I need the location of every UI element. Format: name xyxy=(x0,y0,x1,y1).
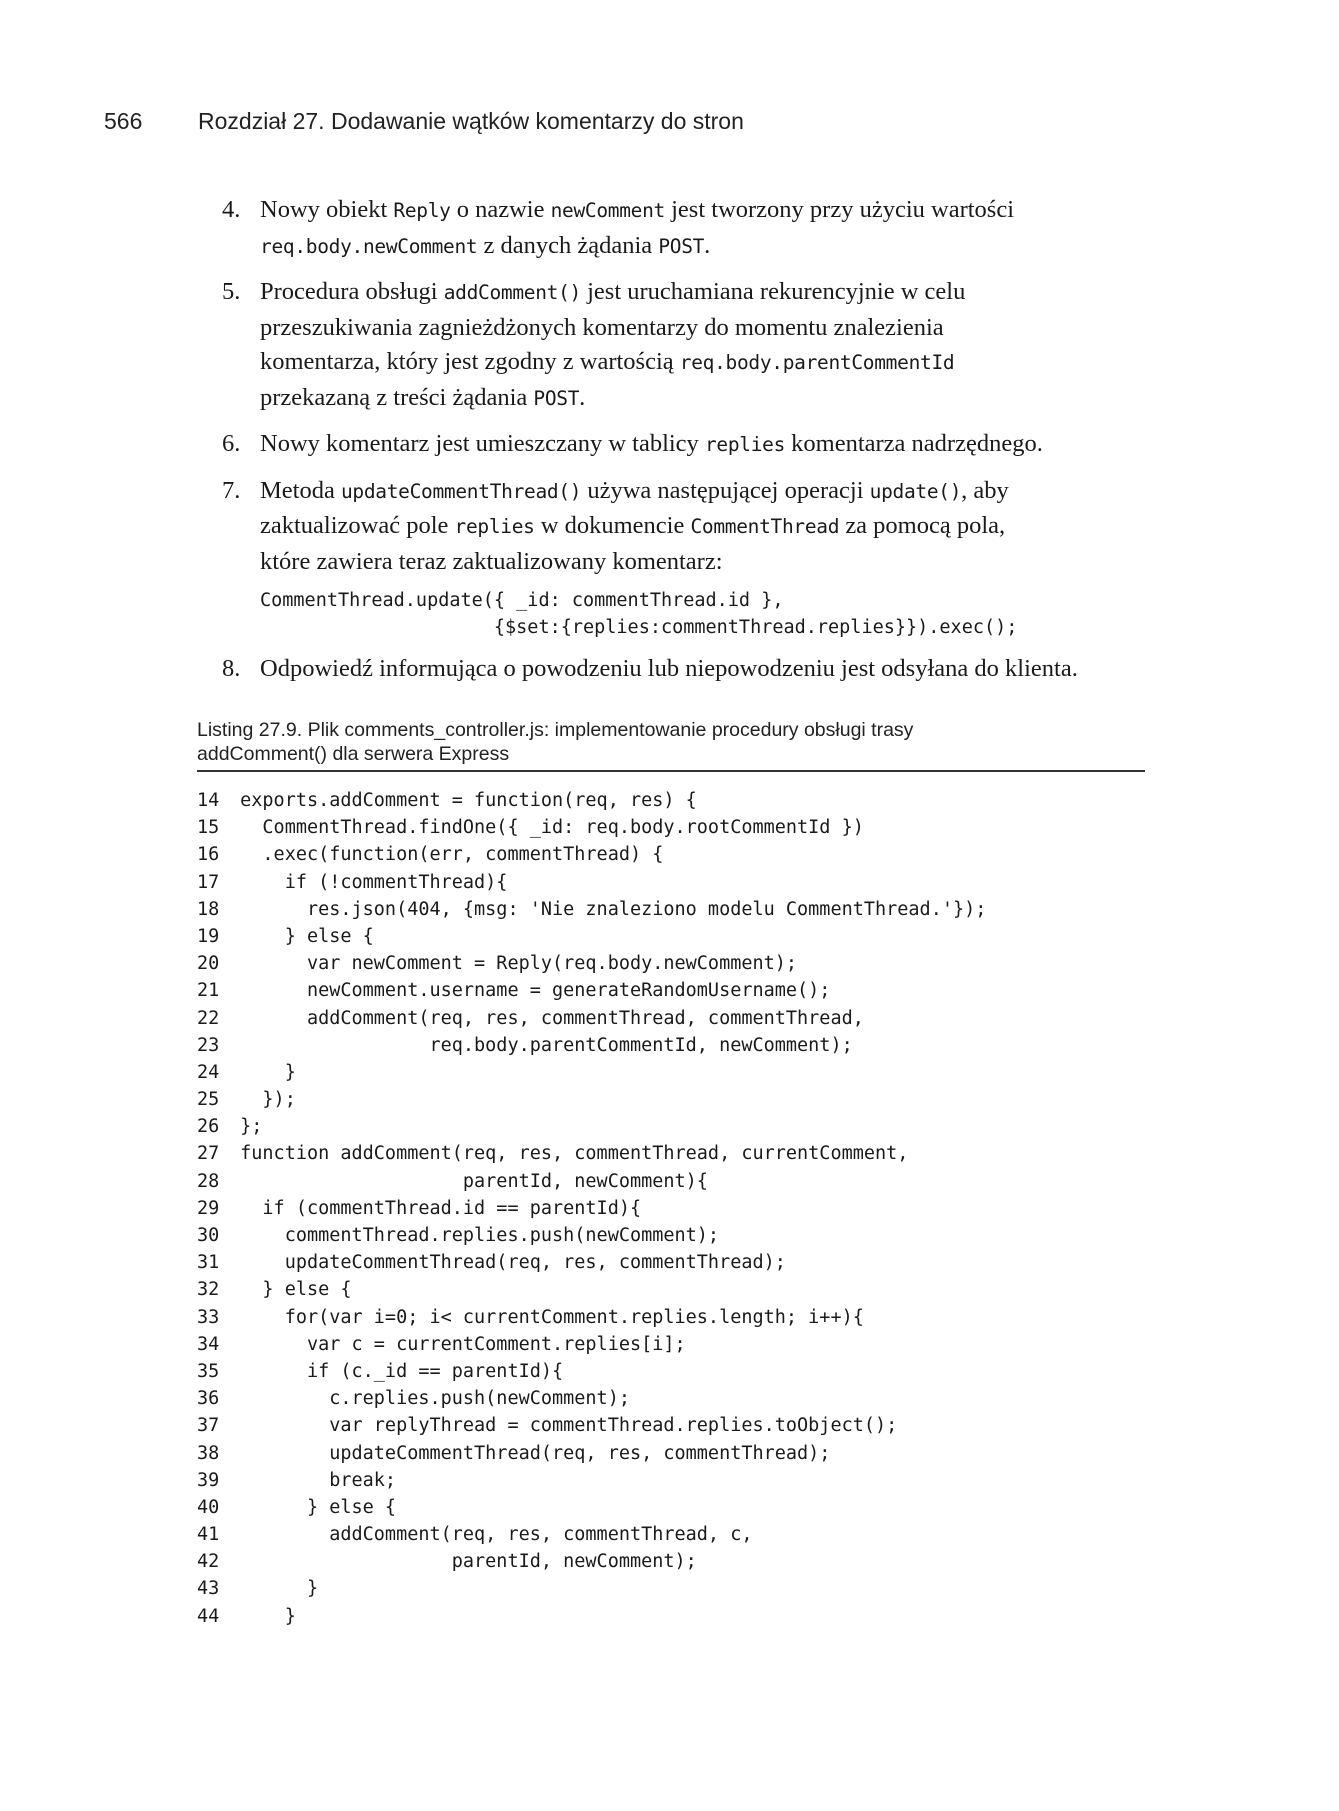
line-number: 18 xyxy=(197,898,220,920)
inline-code: replies xyxy=(454,515,535,538)
list-item-text-line xyxy=(260,652,1130,687)
inline-code: replies xyxy=(704,433,786,456)
page-header xyxy=(104,108,744,135)
text-segment: . xyxy=(579,383,586,411)
text-segment: Odpowiedź informująca o powodzeniu lub niepowodzeniu jest odsyłana do klienta. xyxy=(260,655,1078,682)
line-number: 29 xyxy=(197,1197,220,1219)
code-text: updateCommentThread(req, res, commentThread); xyxy=(229,1442,831,1464)
line-number: 43 xyxy=(197,1578,220,1600)
text-segment: jest tworzony przy użyciu wartości xyxy=(664,196,1015,223)
list-item-number: 4. xyxy=(222,196,241,223)
text-segment: Nowy obiekt xyxy=(260,196,394,223)
line-number: 38 xyxy=(197,1442,220,1464)
code-line xyxy=(197,923,1145,950)
code-text: } xyxy=(229,1578,319,1600)
inline-code: POST xyxy=(533,386,580,410)
line-number: 40 xyxy=(197,1496,220,1518)
text-segment: . xyxy=(704,231,711,259)
caption-divider xyxy=(197,770,1145,772)
code-text: var c = currentComment.replies[i]; xyxy=(229,1333,686,1355)
code-text: req.body.parentCommentId, newComment); xyxy=(229,1034,853,1056)
code-line xyxy=(197,1195,1145,1222)
list-item-text-line xyxy=(260,474,1130,510)
list-item-number: 6. xyxy=(222,430,241,457)
list-item-text-line xyxy=(260,193,1130,229)
code-line xyxy=(197,1603,1145,1630)
code-line xyxy=(197,1467,1145,1494)
list-item xyxy=(210,652,1130,687)
code-line xyxy=(197,869,1145,896)
code-text: if (c._id == parentId){ xyxy=(229,1360,564,1382)
code-listing xyxy=(197,787,1145,1630)
text-segment: z danych żądania xyxy=(477,231,659,259)
code-line xyxy=(197,1521,1145,1548)
text-segment: Nowy komentarz jest umieszczany w tablicy xyxy=(260,430,705,457)
code-text: if (!commentThread){ xyxy=(229,871,508,893)
code-text: CommentThread.findOne({ _id: req.body.rootCommentId }) xyxy=(229,817,864,839)
code-text: break; xyxy=(229,1469,397,1491)
list-item-text-line xyxy=(260,345,1130,381)
code-line xyxy=(197,1548,1145,1575)
code-text: newComment.username = generateRandomUsername(); xyxy=(229,980,831,1002)
line-number: 33 xyxy=(197,1306,220,1328)
code-line xyxy=(197,787,1145,814)
line-number: 23 xyxy=(197,1034,220,1056)
line-number: 30 xyxy=(197,1225,220,1246)
line-number: 19 xyxy=(197,925,220,947)
text-segment: które zawiera teraz zaktualizowany komentarz: xyxy=(260,547,723,575)
code-text: } xyxy=(229,1605,296,1627)
text-segment: zaktualizować pole xyxy=(260,512,455,539)
code-text: }; xyxy=(229,1116,263,1138)
list-item-number: 8. xyxy=(222,655,241,682)
line-number: 39 xyxy=(197,1469,220,1491)
list-item-text-line xyxy=(260,509,1130,545)
code-line xyxy=(197,1222,1145,1249)
code-line xyxy=(197,814,1145,841)
code-snippet-line: CommentThread.update({ _id: commentThread.id }, xyxy=(260,590,784,611)
page-number: 566 xyxy=(104,108,143,134)
list-item xyxy=(210,193,1130,264)
code-text: res.json(404, {msg: 'Nie znaleziono modelu CommentThread.'}); xyxy=(229,898,987,920)
line-number: 17 xyxy=(197,871,220,893)
code-text: } xyxy=(229,1061,296,1083)
steps-list xyxy=(210,193,1130,698)
code-line xyxy=(197,1168,1145,1195)
code-text: } else { xyxy=(229,1279,352,1301)
inline-code: CommentThread xyxy=(690,515,840,538)
line-number: 14 xyxy=(197,790,220,811)
code-line xyxy=(197,896,1145,923)
code-line xyxy=(197,1575,1145,1602)
code-line xyxy=(197,1249,1145,1276)
line-number: 32 xyxy=(197,1279,220,1301)
code-text: if (commentThread.id == parentId){ xyxy=(229,1197,642,1219)
line-number: 36 xyxy=(197,1388,220,1410)
line-number: 26 xyxy=(197,1116,220,1138)
caption-line: addComment() dla serwera Express xyxy=(197,743,510,765)
line-number: 20 xyxy=(197,953,220,975)
code-text: parentId, newComment); xyxy=(229,1551,697,1573)
code-text: }); xyxy=(229,1089,296,1111)
line-number: 37 xyxy=(197,1415,220,1437)
text-segment: jest uruchamiana rekurencyjnie w celu xyxy=(581,278,966,305)
line-number: 21 xyxy=(197,980,220,1002)
inline-code: newComment xyxy=(550,199,665,222)
code-text: commentThread.replies.push(newComment); xyxy=(229,1225,720,1246)
listing-caption xyxy=(197,718,1145,766)
code-text: for(var i=0; i< currentComment.replies.length; i++){ xyxy=(229,1306,864,1328)
inline-code: POST xyxy=(658,234,705,258)
code-line xyxy=(197,1412,1145,1439)
caption-line: Listing 27.9. Plik comments_controller.js: implementowanie procedury obsługi trasy xyxy=(197,719,914,741)
inline-code: addComment() xyxy=(443,281,581,304)
line-number: 35 xyxy=(197,1360,220,1382)
code-text: } else { xyxy=(229,1496,397,1518)
list-item-text-line xyxy=(260,381,1130,417)
list-item-text-line xyxy=(260,545,1130,580)
code-text: addComment(req, res, commentThread, commentThread, xyxy=(229,1007,864,1029)
code-line xyxy=(197,1005,1145,1032)
list-item xyxy=(210,474,1130,642)
code-line xyxy=(197,1276,1145,1303)
list-item-number: 7. xyxy=(222,476,241,504)
line-number: 31 xyxy=(197,1252,220,1274)
text-segment: za pomocą pola, xyxy=(839,512,1006,539)
list-item-number: 5. xyxy=(222,278,241,305)
line-number: 27 xyxy=(197,1143,220,1165)
code-text: var newComment = Reply(req.body.newComment); xyxy=(229,953,798,975)
inline-code: Reply xyxy=(393,199,451,222)
code-text: } else { xyxy=(229,925,374,947)
code-line xyxy=(197,977,1145,1004)
code-line xyxy=(197,1440,1145,1467)
code-snippet-line: {$set:{replies:commentThread.replies}}).exec(); xyxy=(260,617,1018,638)
code-text: updateCommentThread(req, res, commentThread); xyxy=(229,1252,786,1274)
inline-code: updateCommentThread() xyxy=(340,479,582,503)
code-line xyxy=(197,1140,1145,1167)
code-line xyxy=(197,1385,1145,1412)
code-line xyxy=(197,1358,1145,1385)
line-number: 44 xyxy=(197,1605,220,1627)
list-item xyxy=(210,427,1130,463)
list-item-text-line xyxy=(260,427,1130,463)
code-line xyxy=(197,950,1145,977)
code-line xyxy=(197,1086,1145,1113)
line-number: 16 xyxy=(197,844,220,866)
code-line xyxy=(197,1113,1145,1140)
code-line xyxy=(197,841,1145,868)
code-line xyxy=(197,1304,1145,1331)
line-number: 34 xyxy=(197,1333,220,1355)
line-number: 25 xyxy=(197,1089,220,1111)
code-line xyxy=(197,1494,1145,1521)
text-segment: przekazaną z treści żądania xyxy=(260,383,534,411)
line-number: 15 xyxy=(197,817,220,839)
inline-code: update() xyxy=(869,479,962,503)
list-item xyxy=(210,275,1130,416)
code-text: exports.addComment = function(req, res) { xyxy=(229,790,697,811)
text-segment: przeszukiwania zagnieżdżonych komentarzy do momentu znalezienia xyxy=(260,313,944,341)
line-number: 24 xyxy=(197,1061,220,1083)
text-segment: komentarza, który jest zgodny z wartością xyxy=(260,348,680,375)
chapter-title: Rozdział 27. Dodawanie wątków komentarzy do stron xyxy=(198,108,744,134)
text-segment: o nazwie xyxy=(450,196,551,223)
code-text: .exec(function(err, commentThread) { xyxy=(229,844,664,866)
text-segment: Metoda xyxy=(260,476,341,504)
list-item-text-line xyxy=(260,229,1130,265)
code-text: parentId, newComment){ xyxy=(229,1170,708,1192)
inline-code: req.body.parentCommentId xyxy=(679,351,955,374)
code-snippet xyxy=(260,587,1130,641)
line-number: 28 xyxy=(197,1170,220,1192)
code-line xyxy=(197,1032,1145,1059)
code-text: addComment(req, res, commentThread, c, xyxy=(229,1524,753,1546)
text-segment: Procedura obsługi xyxy=(260,278,444,305)
inline-code: req.body.newComment xyxy=(260,234,478,258)
text-segment: używa następującej operacji xyxy=(581,476,870,504)
line-number: 41 xyxy=(197,1524,220,1546)
list-item-text-line xyxy=(260,311,1130,346)
code-text: function addComment(req, res, commentThread, currentComment, xyxy=(229,1143,909,1165)
line-number: 42 xyxy=(197,1551,220,1573)
list-item-text-line xyxy=(260,275,1130,311)
text-segment: , aby xyxy=(961,476,1009,504)
text-segment: w dokumencie xyxy=(534,512,691,539)
code-line xyxy=(197,1331,1145,1358)
code-text: var replyThread = commentThread.replies.toObject(); xyxy=(229,1415,898,1437)
code-line xyxy=(197,1059,1145,1086)
text-segment: komentarza nadrzędnego. xyxy=(785,430,1043,457)
line-number: 22 xyxy=(197,1007,220,1029)
code-text: c.replies.push(newComment); xyxy=(229,1388,630,1410)
